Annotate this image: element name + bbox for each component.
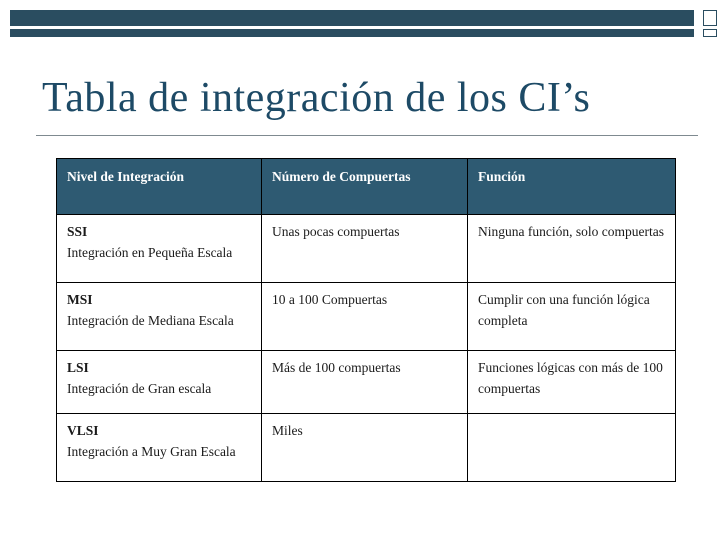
level-cell: [57, 215, 262, 283]
function-cell: Ninguna función, solo compuertas: [468, 215, 676, 283]
level-name: Integración en Pequeña Escala: [67, 245, 233, 260]
gates-cell: Miles: [262, 414, 468, 482]
level-code: LSI: [67, 360, 89, 375]
band-bar-lower: [10, 29, 694, 37]
header-funcion: Función: [468, 159, 676, 215]
level-cell: [57, 414, 262, 482]
level-cell: [57, 351, 262, 414]
level-name: Integración de Mediana Escala: [67, 313, 234, 328]
band-square-lower: [703, 29, 717, 37]
function-cell: [468, 414, 676, 482]
gates-cell: Más de 100 compuertas: [262, 351, 468, 414]
band-bar-upper: [10, 10, 694, 26]
level-cell: [57, 283, 262, 351]
level-code: SSI: [67, 224, 88, 239]
table-row: [57, 215, 676, 283]
level-name: Integración a Muy Gran Escala: [67, 444, 236, 459]
title-divider: [36, 135, 698, 136]
gates-cell: Unas pocas compuertas: [262, 215, 468, 283]
gates-cell: 10 a 100 Compuertas: [262, 283, 468, 351]
table-header-row: [57, 159, 676, 215]
level-code: VLSI: [67, 423, 99, 438]
level-code: MSI: [67, 292, 93, 307]
function-cell: Cumplir con una función lógica completa: [468, 283, 676, 351]
level-name: Integración de Gran escala: [67, 381, 212, 396]
header-nivel: Nivel de Integración: [57, 159, 262, 215]
slide-title: Tabla de integración de los CI’s: [42, 75, 591, 121]
function-cell: Funciones lógicas con más de 100 compuertas: [468, 351, 676, 414]
band-square-upper: [703, 10, 717, 26]
table-row: [57, 351, 676, 414]
top-decorative-band: [0, 0, 728, 40]
integration-table: [56, 158, 676, 482]
table-row: [57, 283, 676, 351]
table-row: [57, 414, 676, 482]
header-compuertas: Número de Compuertas: [262, 159, 468, 215]
